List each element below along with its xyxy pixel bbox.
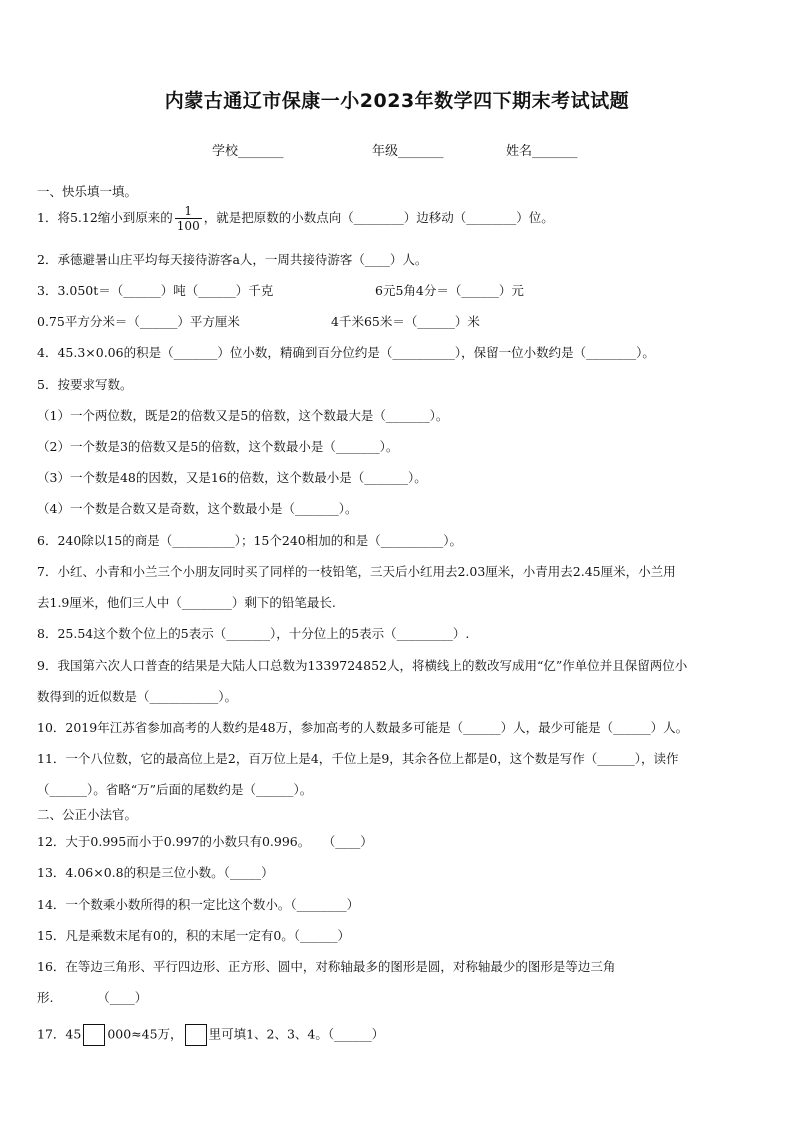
question-10: 10．2019年江苏省参加高考的人数约是48万，参加高考的人数最多可能是（______）人，最少可能是（______）人。 — [37, 720, 689, 735]
question-5-sub-4: （4）一个数是合数又是奇数，这个数最小是（_______）。 — [37, 501, 358, 516]
question-9-line-2: 数得到的近似数是（___________）。 — [37, 689, 238, 704]
section-heading-1: 一、快乐填一填。 — [37, 184, 138, 199]
question-3-part-c: 0.75平方分米＝（______）平方厘米 — [37, 314, 240, 329]
question-17 — [37, 1024, 384, 1046]
question-3-part-b: 6元5角4分＝（______）元 — [375, 283, 524, 298]
section-heading-2: 二、公正小法官。 — [37, 807, 138, 822]
q1-text-before: 1．将5.12缩小到原来的 — [37, 210, 173, 225]
question-7-line-2: 去1.9厘米，他们三人中（________）剩下的铅笔最长. — [37, 595, 336, 610]
q17-text-a: 17．45 — [37, 1026, 82, 1042]
question-13: 13．4.06×0.8的积是三位小数。（_____） — [37, 865, 274, 880]
question-5-title: 5．按要求写数。 — [37, 377, 133, 392]
question-5-sub-3: （3）一个数是48的因数，又是16的倍数，这个数最小是（_______）。 — [37, 470, 427, 485]
question-2: 2．承德避暑山庄平均每天接待游客a人，一周共接待游客（____）人。 — [37, 252, 428, 267]
fraction-one-hundredth — [175, 204, 202, 233]
question-5-sub-1: （1）一个两位数，既是2的倍数又是5的倍数，这个数最大是（_______）。 — [37, 408, 449, 423]
question-8: 8．25.54这个数个位上的5表示（_______），十分位上的5表示（_________）. — [37, 626, 470, 641]
school-field[interactable]: 学校_______ — [212, 144, 284, 159]
q1-text-after: ，就是把原数的小数点向（________）边移动（________）位。 — [203, 210, 554, 225]
question-12: 12．大于0.995而小于0.997的小数只有0.996。 （____） — [37, 834, 373, 849]
question-9-line-1: 9．我国第六次人口普查的结果是大陆人口总数为1339724852人，将横线上的数改写成用“亿”作单位并且保留两位小 — [37, 658, 688, 673]
answer-box[interactable] — [83, 1024, 105, 1046]
question-6: 6．240除以15的商是（__________）；15个240相加的和是（__________）。 — [37, 533, 462, 548]
question-11-line-1: 11．一个八位数，它的最高位上是2，百万位上是4，千位上是9，其余各位上都是0，这个数是写作（______），读作 — [37, 751, 679, 766]
question-1 — [37, 204, 554, 233]
question-3-part-a: 3．3.050t＝（______）吨（______）千克 — [37, 283, 274, 298]
question-16-line-2: 形. （____） — [37, 990, 148, 1005]
question-15: 15．凡是乘数末尾有0的，积的末尾一定有0。（______） — [37, 928, 351, 943]
question-11-line-2: （______）。省略“万”后面的尾数约是（______）。 — [37, 782, 313, 797]
question-3-part-d: 4千米65米＝（______）米 — [331, 314, 480, 329]
fraction-numerator: 1 — [175, 204, 202, 219]
q17-text-b: 000≈45万， — [107, 1026, 183, 1042]
page-title: 内蒙古通辽市保康一小2023年数学四下期末考试试题 — [164, 90, 630, 112]
name-field[interactable]: 姓名_______ — [506, 144, 578, 159]
question-5-sub-2: （2）一个数是3的倍数又是5的倍数，这个数最小是（_______）。 — [37, 439, 399, 454]
question-7-line-1: 7．小红、小青和小兰三个小朋友同时买了同样的一枝铅笔，三天后小红用去2.03厘米，小青用去2.45厘米，小兰用 — [37, 564, 676, 579]
answer-box-reference — [185, 1024, 207, 1046]
grade-field[interactable]: 年级_______ — [372, 144, 444, 159]
question-4: 4．45.3×0.06的积是（_______）位小数，精确到百分位约是（__________），保留一位小数约是（________）。 — [37, 345, 655, 360]
q17-text-c: 里可填1、2、3、4。（______） — [208, 1026, 385, 1042]
question-14: 14．一个数乘小数所得的积一定比这个数小。（________） — [37, 897, 360, 912]
question-16-line-1: 16．在等边三角形、平行四边形、正方形、圆中，对称轴最多的图形是圆，对称轴最少的图形是等边三角 — [37, 959, 616, 974]
fraction-denominator: 100 — [176, 219, 200, 233]
